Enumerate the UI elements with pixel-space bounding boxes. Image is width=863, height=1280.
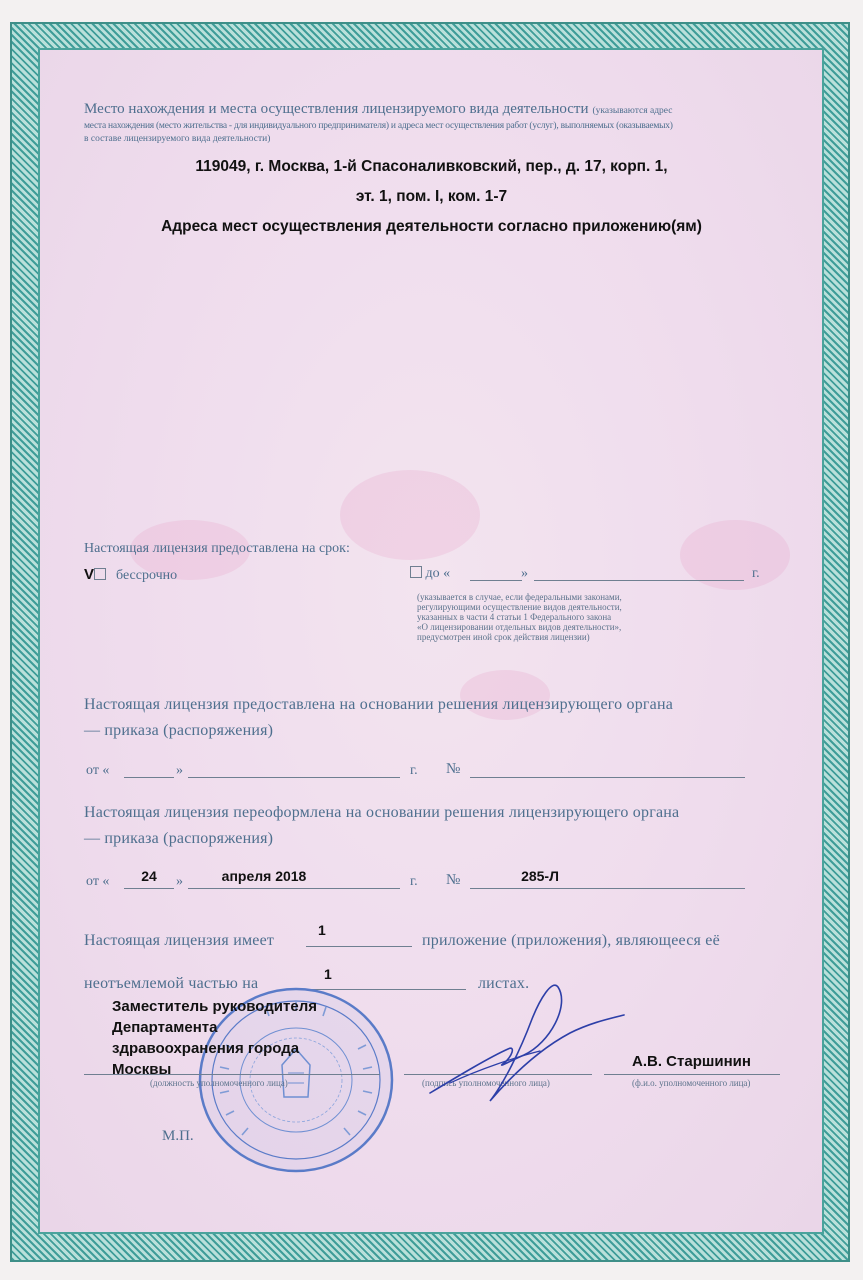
signer-position [112,996,317,1080]
indefinite-checkbox [94,568,106,580]
header-block [84,100,784,145]
granted-year: г. [410,763,418,778]
reissued-number-sign: № [446,872,461,888]
signer-position-1: Заместитель руководителя [112,998,317,1015]
reissued-from: от « [86,874,110,889]
seal-place-label: М.П. [162,1128,194,1144]
reissued-day-line [124,888,174,889]
caption-signature: (подпись уполномоченного лица) [422,1078,550,1088]
granted-line-1: Настоящая лицензия предоставлена на основании решения лицензирующего органа [84,696,674,713]
handwritten-signature [420,965,630,1115]
appendix-count: 1 [318,922,326,938]
granted-number-line [470,777,745,778]
reissued-year: г. [410,874,418,889]
term-note-3: указанных в части 4 статьи 1 Федерального закона [417,612,612,622]
term-note-4: «О лицензировании отдельных видов деятельности», [417,622,622,632]
reissued-day: 24 [141,868,157,884]
granted-day-line [124,777,174,778]
granted-number-sign: № [446,761,461,777]
reissued-line-1: Настоящая лицензия переоформлена на основании решения лицензирующего органа [84,804,680,821]
appendix-line-1a: Настоящая лицензия имеет [84,932,275,949]
granted-from: от « [86,763,110,778]
until-date-line [534,580,744,581]
header-title: Место нахождения и места осуществления лицензируемого вида деятельности [84,101,589,117]
reissued-month-year: апреля 2018 [221,868,307,884]
term-note [417,592,622,642]
reissued-number-line [470,888,745,889]
until-year-suffix: г. [752,566,760,581]
until-prefix: до « [425,566,451,581]
term-indefinite-row [84,566,177,584]
appendix-count-line [306,946,412,947]
term-label: Настоящая лицензия предоставлена на срок: [84,541,350,556]
name-line [604,1074,780,1075]
appendix-line-1b: приложение (приложения), являющееся её [422,932,720,949]
caption-name: (ф.и.о. уполномоченного лица) [632,1078,751,1088]
indefinite-label: бессрочно [116,568,178,583]
signer-name: А.В. Старшинин [632,1053,751,1070]
signer-position-4: Москвы [112,1061,172,1078]
until-quote-close: » [521,566,528,581]
term-note-5: предусмотрен иной срок действия лицензии) [417,632,590,642]
appendix-sheets: 1 [324,966,332,982]
header-note-3: в составе лицензируемого вида деятельности) [84,134,271,144]
granted-quote-close: » [176,763,183,778]
address-line-2: эт. 1, пом. I, ком. 1-7 [355,188,508,205]
granted-month-line [188,777,400,778]
until-day-line [470,580,522,581]
signer-position-3: здравоохранения города [112,1040,300,1057]
signer-position-2: Департамента [112,1019,218,1036]
header-note-2: места нахождения (место жительства - для индивидуального предпринимателя) и адреса мест осуществления работ (услуг), выполняемых (оказываемых) [84,121,673,131]
reissued-number-value: 285-Л [521,868,559,884]
checkmark: V [84,566,95,583]
appendix-line-2a: неотъемлемой частью на [84,975,259,992]
term-until-row [410,566,450,582]
appendix-line-2b: листах. [478,975,530,992]
header-note-1: (указываются адрес [592,106,673,116]
address-line-3: Адреса мест осуществления деятельности согласно приложению(ям) [161,218,702,235]
position-line [84,1074,380,1075]
reissued-line-2: — приказа (распоряжения) [84,830,274,847]
term-note-1: (указывается в случае, если федеральными законами, [417,592,622,602]
reissued-month-line [188,888,400,889]
granted-line-2: — приказа (распоряжения) [84,722,274,739]
reissued-quote-close: » [176,874,183,889]
term-note-2: регулирующими осуществление видов деятельности, [417,602,622,612]
address-line-1: 119049, г. Москва, 1-й Спасоналивковский, пер., д. 17, корп. 1, [195,158,668,175]
until-checkbox [410,566,422,578]
caption-position: (должность уполномоченного лица) [150,1078,288,1088]
